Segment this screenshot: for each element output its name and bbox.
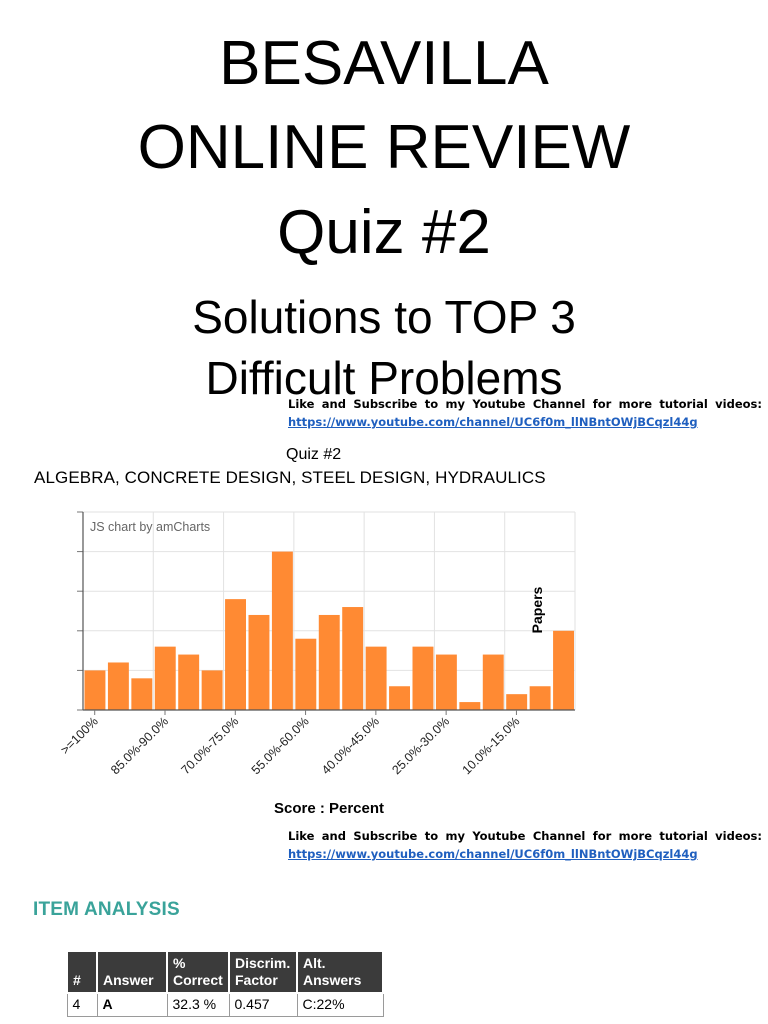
chart-bar — [459, 702, 480, 710]
cell-correct: 32.3 % — [167, 993, 229, 1017]
title-line-2: ONLINE REVIEW — [137, 113, 631, 182]
cell-factor: 0.457 — [229, 993, 297, 1017]
chart-bar — [85, 670, 106, 710]
chart-subjects: ALGEBRA, CONCRETE DESIGN, STEEL DESIGN, HYDRAULICS — [34, 468, 546, 487]
table-row — [67, 993, 383, 1017]
cell-answer: A — [97, 993, 167, 1017]
promo-block-top — [288, 395, 762, 431]
score-distribution-chart — [0, 500, 600, 825]
chart-bar — [506, 694, 527, 710]
chart-bar — [389, 686, 410, 710]
chart-bar — [249, 615, 270, 710]
item-analysis-table — [66, 950, 384, 1017]
chart-bar — [202, 670, 223, 710]
cell-number: 4 — [67, 993, 97, 1017]
cell-alt-text: C:22% — [302, 996, 345, 1012]
chart-bar — [553, 631, 574, 710]
chart-x-axis-label: Score : Percent — [273, 800, 385, 817]
chart-bar — [295, 639, 316, 710]
x-tick-label: 70.0%-75.0% — [178, 714, 242, 778]
x-tick-label: 55.0%-60.0% — [248, 714, 312, 778]
promo-text: Like and Subscribe to my Youtube Channel for more tutorial videos: — [288, 829, 762, 843]
chart-tick-labels — [58, 714, 523, 777]
col-header-alt: Alt. Answers — [297, 951, 383, 993]
chart-bar — [366, 647, 387, 710]
chart-bar — [155, 647, 176, 710]
x-tick-label: >=100% — [58, 714, 101, 758]
chart-quiz-label: Quiz #2 — [286, 446, 342, 463]
x-tick-label: 85.0%-90.0% — [108, 714, 172, 778]
chart-bar — [530, 686, 551, 710]
col-header-factor: Discrim. Factor — [229, 951, 297, 993]
item-analysis-heading: ITEM ANALYSIS — [33, 899, 180, 920]
chart-bar — [178, 655, 199, 710]
subtitle-line-1: Solutions to TOP 3 — [192, 291, 576, 343]
chart-bar — [108, 662, 129, 710]
x-tick-label: 10.0%-15.0% — [459, 714, 523, 778]
chart-bar — [131, 678, 152, 710]
title-line-1: BESAVILLA — [219, 29, 549, 98]
col-header-correct-text: % Correct — [173, 955, 223, 988]
x-tick-label: 40.0%-45.0% — [319, 714, 382, 778]
cell-alt — [297, 993, 383, 1017]
chart-bar — [436, 655, 457, 710]
chart-bar — [272, 552, 293, 710]
youtube-link[interactable]: https://www.youtube.com/channel/UC6f0m_llNBntOWjBCqzl44g — [288, 847, 698, 861]
chart-bar — [342, 607, 363, 710]
promo-text: Like and Subscribe to my Youtube Channel for more tutorial videos: — [288, 397, 762, 411]
promo-block-bottom — [288, 827, 762, 863]
col-header-correct — [167, 951, 229, 993]
chart-y-axis-label: Papers — [529, 586, 545, 634]
title-line-3: Quiz #2 — [277, 198, 491, 267]
chart-watermark: JS chart by amCharts — [90, 520, 211, 534]
table-header-row — [67, 951, 383, 993]
chart-bar — [413, 647, 434, 710]
x-tick-label: 25.0%-30.0% — [389, 714, 453, 778]
col-header-number: # — [67, 951, 97, 993]
col-header-answer: Answer — [97, 951, 167, 993]
youtube-link[interactable]: https://www.youtube.com/channel/UC6f0m_llNBntOWjBCqzl44g — [288, 415, 698, 429]
chart-bar — [483, 655, 504, 710]
chart-bar — [319, 615, 340, 710]
subtitle-line-2: Difficult Problems — [205, 352, 563, 404]
chart-bar — [225, 599, 246, 710]
